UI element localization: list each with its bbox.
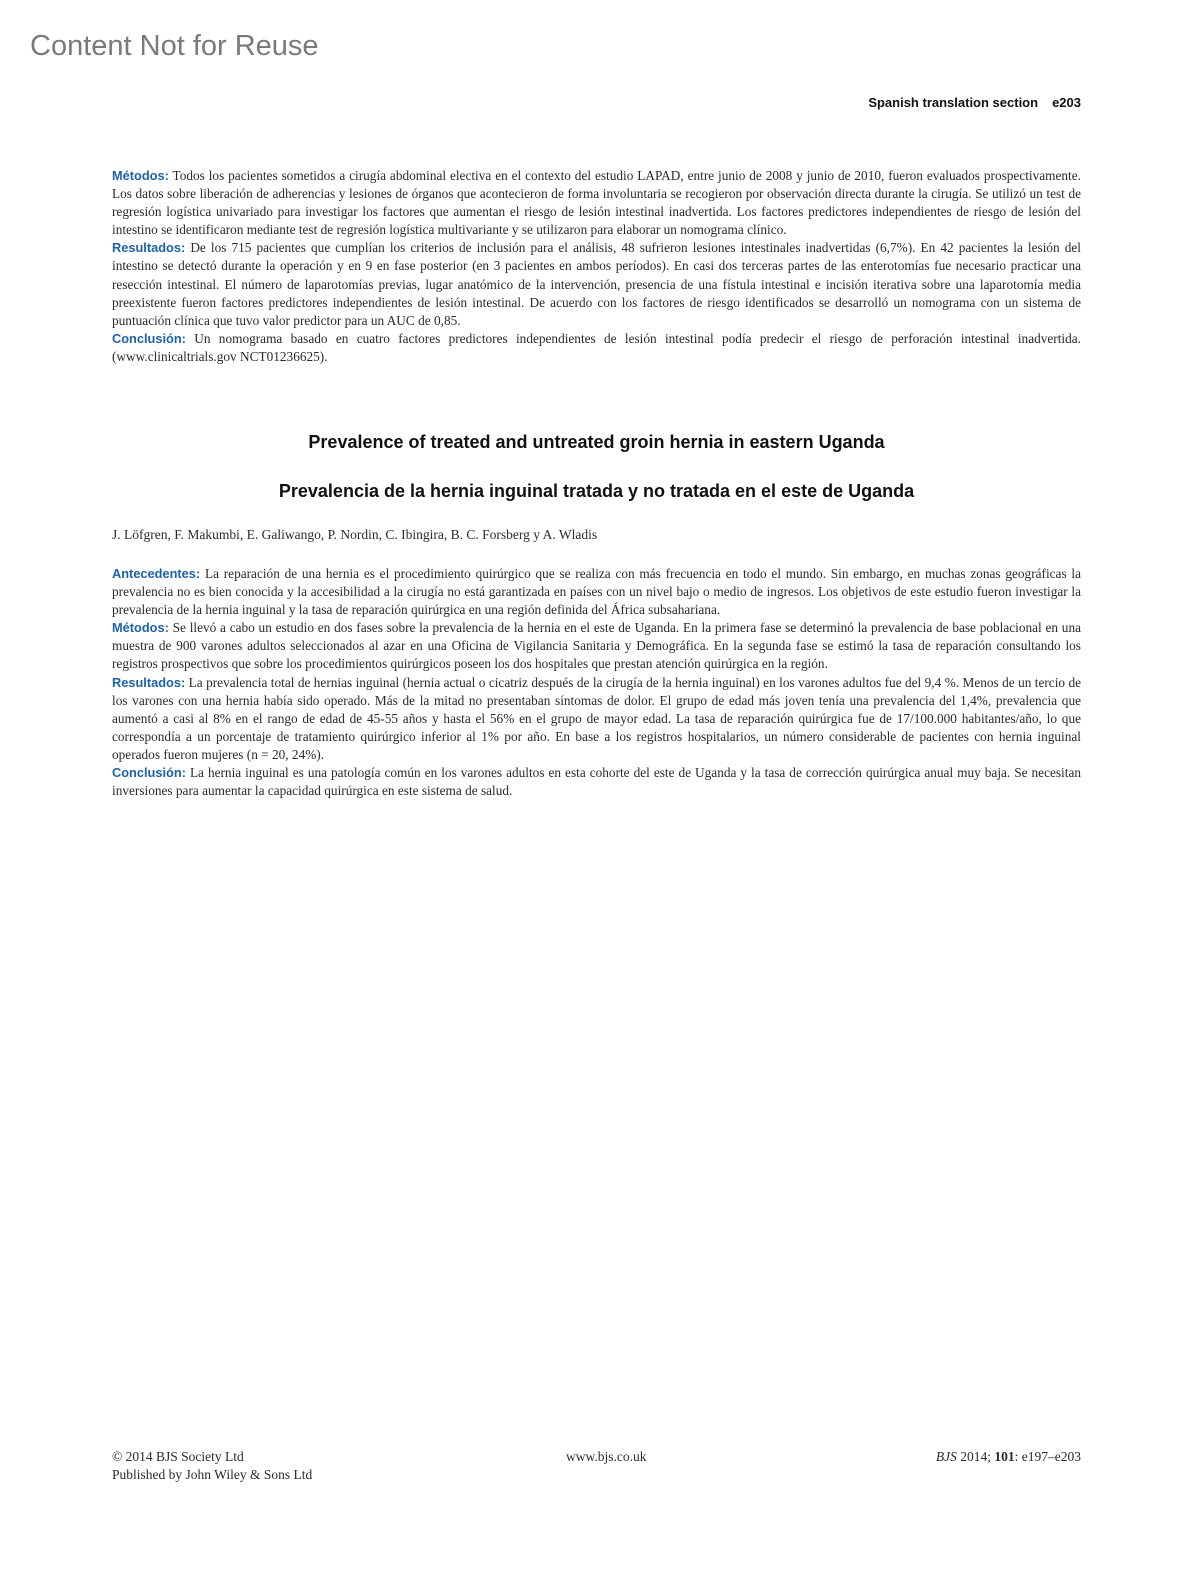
- paragraph-label: Resultados:: [112, 240, 186, 256]
- abstract-paragraph: [112, 619, 1081, 673]
- section-name: Spanish translation section: [868, 95, 1039, 110]
- citation-year: 2014;: [960, 1449, 991, 1464]
- abstract-paragraph: [112, 167, 1081, 239]
- paragraph-label: Resultados:: [112, 674, 186, 690]
- citation-volume: 101: [994, 1449, 1015, 1464]
- paragraph-label: Conclusión:: [112, 765, 186, 781]
- article-title-spanish: Prevalencia de la hernia inguinal tratada y no tratada en el este de Uganda: [278, 481, 915, 501]
- paragraph-label: Conclusión:: [112, 330, 186, 346]
- abstract-paragraph: [112, 764, 1081, 800]
- abstract-paragraph: [112, 239, 1081, 329]
- publisher-line: Published by John Wiley & Sons Ltd: [112, 1467, 313, 1482]
- abstract-paragraph: [112, 330, 1081, 366]
- article-title-english: Prevalence of treated and untreated groin hernia in eastern Uganda: [308, 432, 885, 452]
- paragraph-text: La reparación de una hernia es el procedimiento quirúrgico que se realiza con más frecuencia en todo el mundo. Sin embargo, en muchas zonas geográficas la prevalencia no es bien conocida y la accesibilidad a la cirugía no está garantizada en países con un nivel bajo o medio de ingresos. Los objetivos de este estudio fueron investigar la prevalencia de la hernia inguinal y la tasa de reparación quirúrgica en una región definida del África subsahariana.: [112, 566, 1081, 618]
- article-abstract: [112, 565, 1081, 800]
- footer-url: www.bjs.co.uk: [566, 1449, 647, 1464]
- copyright-line: © 2014 BJS Society Ltd: [112, 1449, 244, 1464]
- page-number: e203: [1052, 95, 1081, 110]
- paragraph-text: De los 715 pacientes que cumplían los criterios de inclusión para el análisis, 48 sufrieron lesiones intestinales inadvertidas (6,7%). En 42 pacientes la lesión del intestino se detectó durante la operación y en 9 en fase posterior (en 3 pacientes en ambos períodos). En casi dos terceras partes de las enterotomías fue necesario practicar una resección intestinal. El número de laparotomías previas, lugar anatómico de la intervención, presencia de una fístula intestinal e incisión iterativa sobre una laparotomía media preexistente fueron factores predictores independientes de lesión intestinal. De acuerdo con los factores de riesgo identificados se desarrolló un nomograma con un sistema de puntuación clínica que tuvo valor predictor para un AUC de 0,85.: [112, 240, 1081, 328]
- paragraph-text: Un nomograma basado en cuatro factores predictores independientes de lesión intestinal podía predecir el riesgo de perforación intestinal inadvertida. (www.clinicaltrials.gov NCT01236625).: [112, 330, 1082, 364]
- paragraph-label: Métodos:: [112, 620, 169, 636]
- previous-abstract: [112, 167, 1081, 366]
- footer-citation: [936, 1448, 1081, 1466]
- author-list: J. Löfgren, F. Makumbi, E. Galiwango, P. Nordin, C. Ibingira, B. C. Forsberg y A. Wladis: [112, 527, 598, 542]
- running-head: [868, 95, 1081, 110]
- footer-copyright: [112, 1448, 312, 1484]
- journal-name: BJS: [935, 1449, 957, 1464]
- paragraph-label: Métodos:: [112, 168, 169, 183]
- paragraph-text: La prevalencia total de hernias inguinal (hernia actual o cicatriz después de la cirugía de la hernia inguinal) en los varones adultos fue del 9,4 %. Menos de un tercio de los varones con una hernia había sido operado. Más de la mitad no presentaban síntomas de dolor. El grupo de edad más joven tenía una prevalencia del 1,4%, prevalencia que aumentó a casi al 8% en el rango de edad de 45-55 años y hasta el 56% en el grupo de mayor edad. La tasa de reparación quirúrgica fue de 17/100.000 habitantes/año, lo que correspondía a un porcentaje de tratamiento quirúrgico inferior al 1% por año. En base a los registros hospitalarios, un número considerable de pacientes con hernia inguinal operados fueron mujeres (n = 20, 24%).: [112, 674, 1081, 762]
- paragraph-text: La hernia inguinal es una patología común en los varones adultos en esta cohorte del este de Uganda y la tasa de corrección quirúrgica anual muy baja. Se necesitan inversiones para aumentar la capacidad quirúrgica en este sistema de salud.: [112, 765, 1081, 799]
- paragraph-text: Se llevó a cabo un estudio en dos fases sobre la prevalencia de la hernia en el este de Uganda. En la primera fase se determinó la prevalencia de base poblacional en una muestra de 900 varones adultos seleccionados al azar en una Oficina de Vigilancia Sanitaria y Demográfica. En la segunda fase se estimó la tasa de reparación consultando los registros prospectivos que sobre los procedimientos quirúrgicos poseen los dos hospitales que prestan atención quirúrgica en la región.: [112, 620, 1081, 672]
- paragraph-text: Todos los pacientes sometidos a cirugía abdominal electiva en el contexto del estudio LAPAD, entre junio de 2008 y junio de 2010, fueron evaluados prospectivamente. Los datos sobre liberación de adherencias y lesiones de órganos que acontecieron de forma involuntaria se recogieron por observación directa durante la cirugía. Se utilizó un test de regresión logística univariado para investigar los factores que aumentan el riesgo de lesión intestinal inadvertida. Los factores predictores independientes de riesgo de lesión del intestino se identificaron mediante test de regresión logística multivariante y se utilizaron para elaborar un nomograma clínico.: [112, 168, 1081, 238]
- abstract-paragraph: [112, 565, 1081, 619]
- abstract-paragraph: [112, 674, 1081, 764]
- citation-pages: : e197–e203: [1014, 1449, 1081, 1464]
- paragraph-label: Antecedentes:: [112, 566, 201, 581]
- watermark: Content Not for Reuse: [30, 30, 319, 62]
